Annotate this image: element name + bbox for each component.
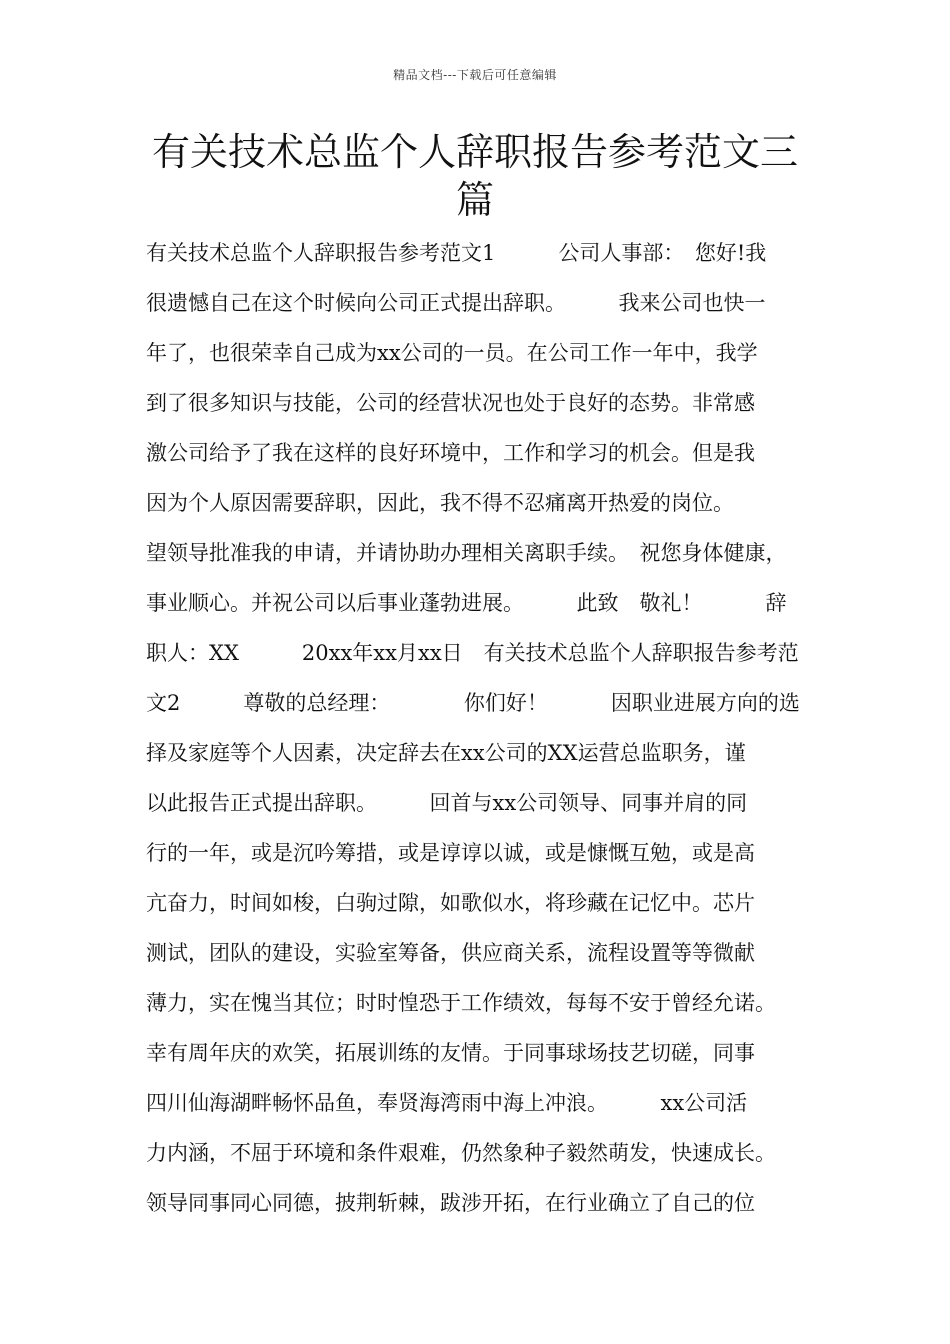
- body-line: 年了，也很荣幸自己成为xx公司的一员。在公司工作一年中，我学: [146, 341, 758, 365]
- body-line: 到了很多知识与技能，公司的经营状况也处于良好的态势。非常感: [146, 391, 755, 415]
- body-line: 文2 尊敬的总经理： 你们好！ 因职业进展方向的选: [146, 691, 800, 715]
- body-line: 很遗憾自己在这个时候向公司正式提出辞职。 我来公司也快一: [146, 291, 766, 315]
- body-line: 行的一年，或是沉吟筹措，或是谆谆以诚，或是慷慨互勉，或是高: [146, 841, 755, 865]
- title-line-2: 篇: [455, 178, 494, 222]
- title-line-1: 有关技术总监个人辞职报告参考范文三: [151, 130, 798, 174]
- document-title: [140, 128, 810, 224]
- body-line: 事业顺心。并祝公司以后事业蓬勃进展。 此致 敬礼！ 辞: [146, 591, 787, 615]
- body-line: 因为个人原因需要辞职，因此，我不得不忍痛离开热爱的岗位。: [146, 491, 734, 515]
- body-line: 薄力，实在愧当其位；时时惶恐于工作绩效，每每不安于曾经允诺。: [146, 991, 776, 1015]
- body-line: 领导同事同心同德，披荆斩棘，跋涉开拓，在行业确立了自己的位: [146, 1191, 755, 1215]
- body-line: 以此报告正式提出辞职。 回首与xx公司领导、同事并肩的同: [146, 791, 748, 815]
- body-line: 测试，团队的建设，实验室筹备，供应商关系，流程设置等等微献: [146, 941, 755, 965]
- body-line: 有关技术总监个人辞职报告参考范文1 公司人事部： 您好!我: [146, 241, 767, 265]
- body-line: 择及家庭等个人因素，决定辞去在xx公司的XX运营总监职务，谨: [146, 741, 746, 765]
- body-line: 幸有周年庆的欢笑，拓展训练的友情。于同事球场技艺切磋，同事: [146, 1041, 755, 1065]
- body-text: [146, 228, 836, 1228]
- header-note: 精品文档---下载后可任意编辑: [393, 68, 557, 82]
- body-line: 亢奋力，时间如梭，白驹过隙，如歌似水，将珍藏在记忆中。芯片: [146, 891, 755, 915]
- body-line: 职人：XX 20xx年xx月xx日 有关技术总监个人辞职报告参考范: [146, 641, 799, 665]
- body-line: 力内涵，不屈于环境和条件艰难，仍然象种子毅然萌发，快速成长。: [146, 1141, 776, 1165]
- body-line: 望领导批准我的申请，并请协助办理相关离职手续。 祝您身体健康，: [146, 541, 787, 565]
- body-line: 四川仙海湖畔畅怀品鱼，奉贤海湾雨中海上冲浪。 xx公司活: [146, 1091, 748, 1115]
- body-line: 激公司给予了我在这样的良好环境中，工作和学习的机会。但是我: [146, 441, 755, 465]
